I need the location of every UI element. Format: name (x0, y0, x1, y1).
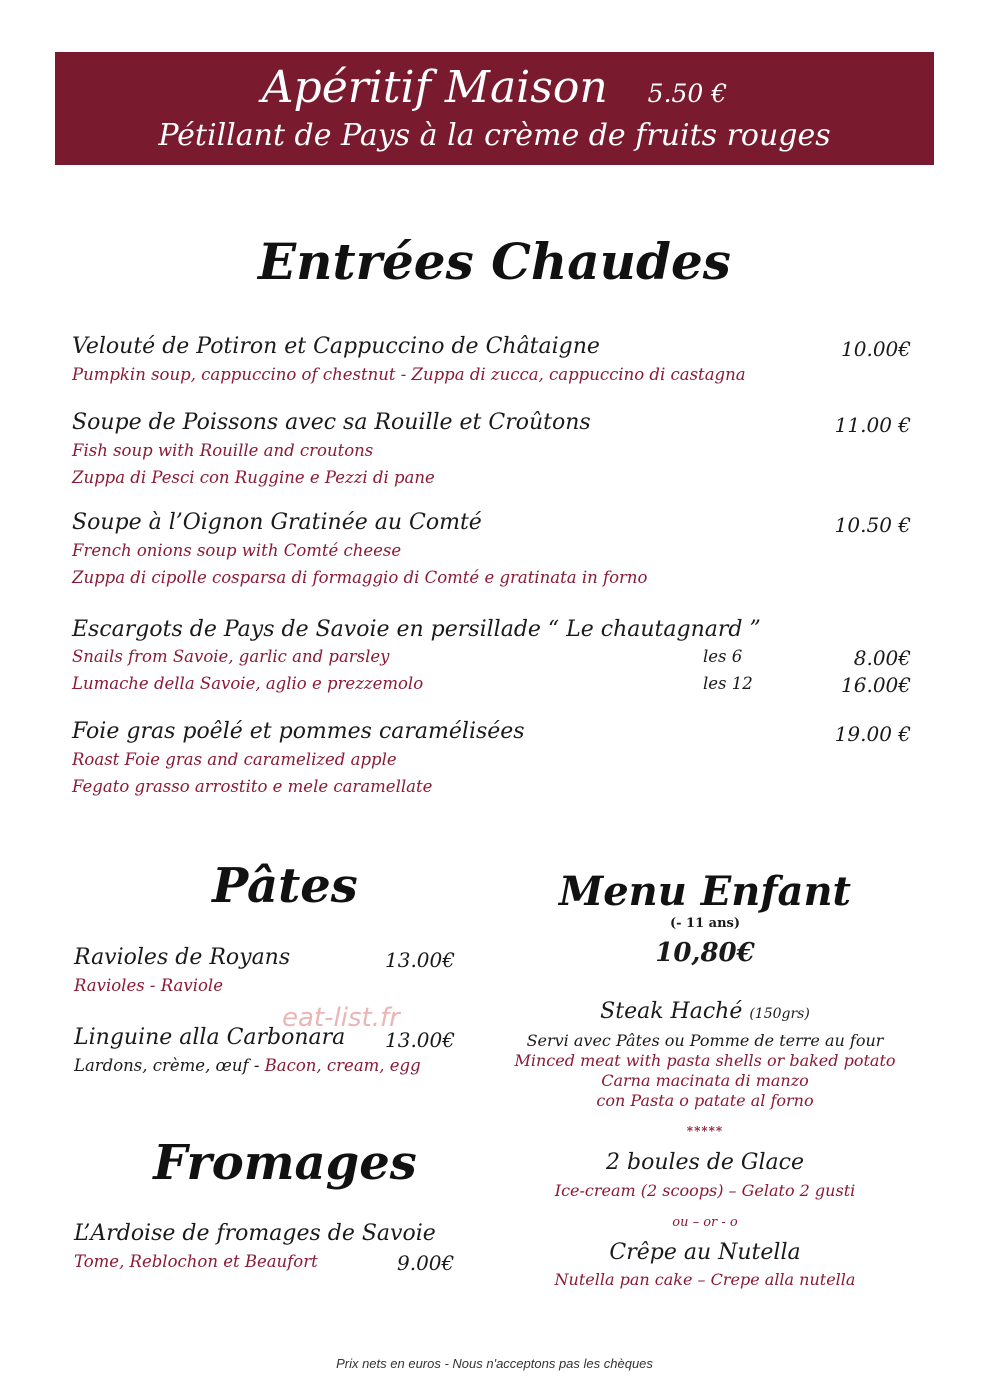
entree-desc: Pumpkin soup, cappuccino of chestnut - Zuppa di zucca, cappuccino di castagna (72, 365, 746, 384)
aperitif-banner (55, 52, 934, 165)
aperitif-title: Apéritif Maison (261, 62, 608, 113)
enfant-dessert-desc: Ice-cream (2 scoops) – Gelato 2 gusti (554, 1181, 856, 1200)
pate-price: 13.00€ (385, 1028, 455, 1052)
pate-price: 13.00€ (385, 948, 455, 972)
fromage-name: L’Ardoise de fromages de Savoie (74, 1221, 436, 1246)
entree-name: Foie gras poêlé et pommes caramélisées (72, 719, 525, 744)
aperitif-subtitle: Pétillant de Pays à la crème de fruits rouges (158, 118, 831, 153)
enfant-price: 10,80€ (655, 938, 755, 968)
fromage-price: 9.00€ (397, 1251, 455, 1275)
enfant-main-name: Steak Haché (600, 999, 743, 1024)
entree-desc: Fish soup with Rouille and croutons (72, 441, 374, 460)
aperitif-price: 5.50 € (647, 79, 728, 108)
enfant-separator: ***** (686, 1124, 724, 1138)
enfant-main (505, 999, 905, 1024)
enfant-main-desc: con Pasta o patate al forno (596, 1091, 814, 1110)
entree-desc: Lumache della Savoie, aglio e prezzemolo (72, 674, 424, 693)
entree-desc: Zuppa di cipolle cosparsa di formaggio di Comté e gratinata in forno (72, 568, 648, 587)
enfant-age: (- 11 ans) (669, 916, 741, 931)
entree-price: 16.00€ (841, 673, 911, 697)
entree-price: 19.00 € (834, 722, 911, 746)
entree-name: Escargots de Pays de Savoie en persillade “ Le chautagnard ” (72, 617, 761, 642)
entree-price: 11.00 € (834, 413, 911, 437)
watermark: eat-list.fr (282, 1003, 400, 1033)
entree-name: Soupe à l’Oignon Gratinée au Comté (72, 510, 482, 535)
aperitif-title-line (55, 62, 934, 113)
enfant-main-weight: (150grs) (749, 1006, 810, 1022)
pate-desc: Ravioles - Raviole (74, 976, 223, 995)
pate-name: Linguine alla Carbonara (74, 1025, 346, 1050)
entree-price: 8.00€ (853, 646, 911, 670)
enfant-or: ou – or - o (672, 1215, 738, 1230)
fromage-desc: Tome, Reblochon et Beaufort (74, 1252, 318, 1271)
entree-qty: les 6 (703, 647, 743, 666)
enfant-main-desc: Carna macinata di manzo (601, 1071, 809, 1090)
footer-note: Prix nets en euros - Nous n'acceptons pas les chèques (336, 1356, 653, 1371)
enfant-main-desc: Minced meat with pasta shells or baked potato (514, 1051, 896, 1070)
entree-desc: French onions soup with Comté cheese (72, 541, 402, 560)
enfant-main-desc: Servi avec Pâtes ou Pomme de terre au four (526, 1031, 884, 1050)
pate-name: Ravioles de Royans (74, 945, 291, 970)
pate-desc-fr: Lardons, crème, œuf - (74, 1056, 265, 1075)
section-title-pates: Pâtes (212, 858, 358, 914)
entree-name: Soupe de Poissons avec sa Rouille et Croûtons (72, 410, 591, 435)
enfant-dessert-desc: Nutella pan cake – Crepe alla nutella (554, 1270, 856, 1289)
pate-desc-en: Bacon, cream, egg (264, 1056, 421, 1075)
pate-desc (74, 1056, 421, 1075)
entree-desc: Zuppa di Pesci con Ruggine e Pezzi di pane (72, 468, 435, 487)
entree-desc: Roast Foie gras and caramelized apple (72, 750, 397, 769)
entree-qty: les 12 (703, 674, 753, 693)
entree-price: 10.00€ (841, 337, 911, 361)
section-title-fromages: Fromages (153, 1135, 417, 1191)
entree-price: 10.50 € (834, 513, 911, 537)
entree-desc: Snails from Savoie, garlic and parsley (72, 647, 390, 666)
section-title-entrees: Entrées Chaudes (258, 232, 731, 291)
entree-desc: Fegato grasso arrostito e mele caramellate (72, 777, 433, 796)
entree-name: Velouté de Potiron et Cappuccino de Châtaigne (72, 334, 600, 359)
enfant-dessert-name: 2 boules de Glace (606, 1150, 804, 1175)
section-title-enfant: Menu Enfant (558, 868, 852, 915)
enfant-dessert-name: Crêpe au Nutella (609, 1240, 801, 1265)
